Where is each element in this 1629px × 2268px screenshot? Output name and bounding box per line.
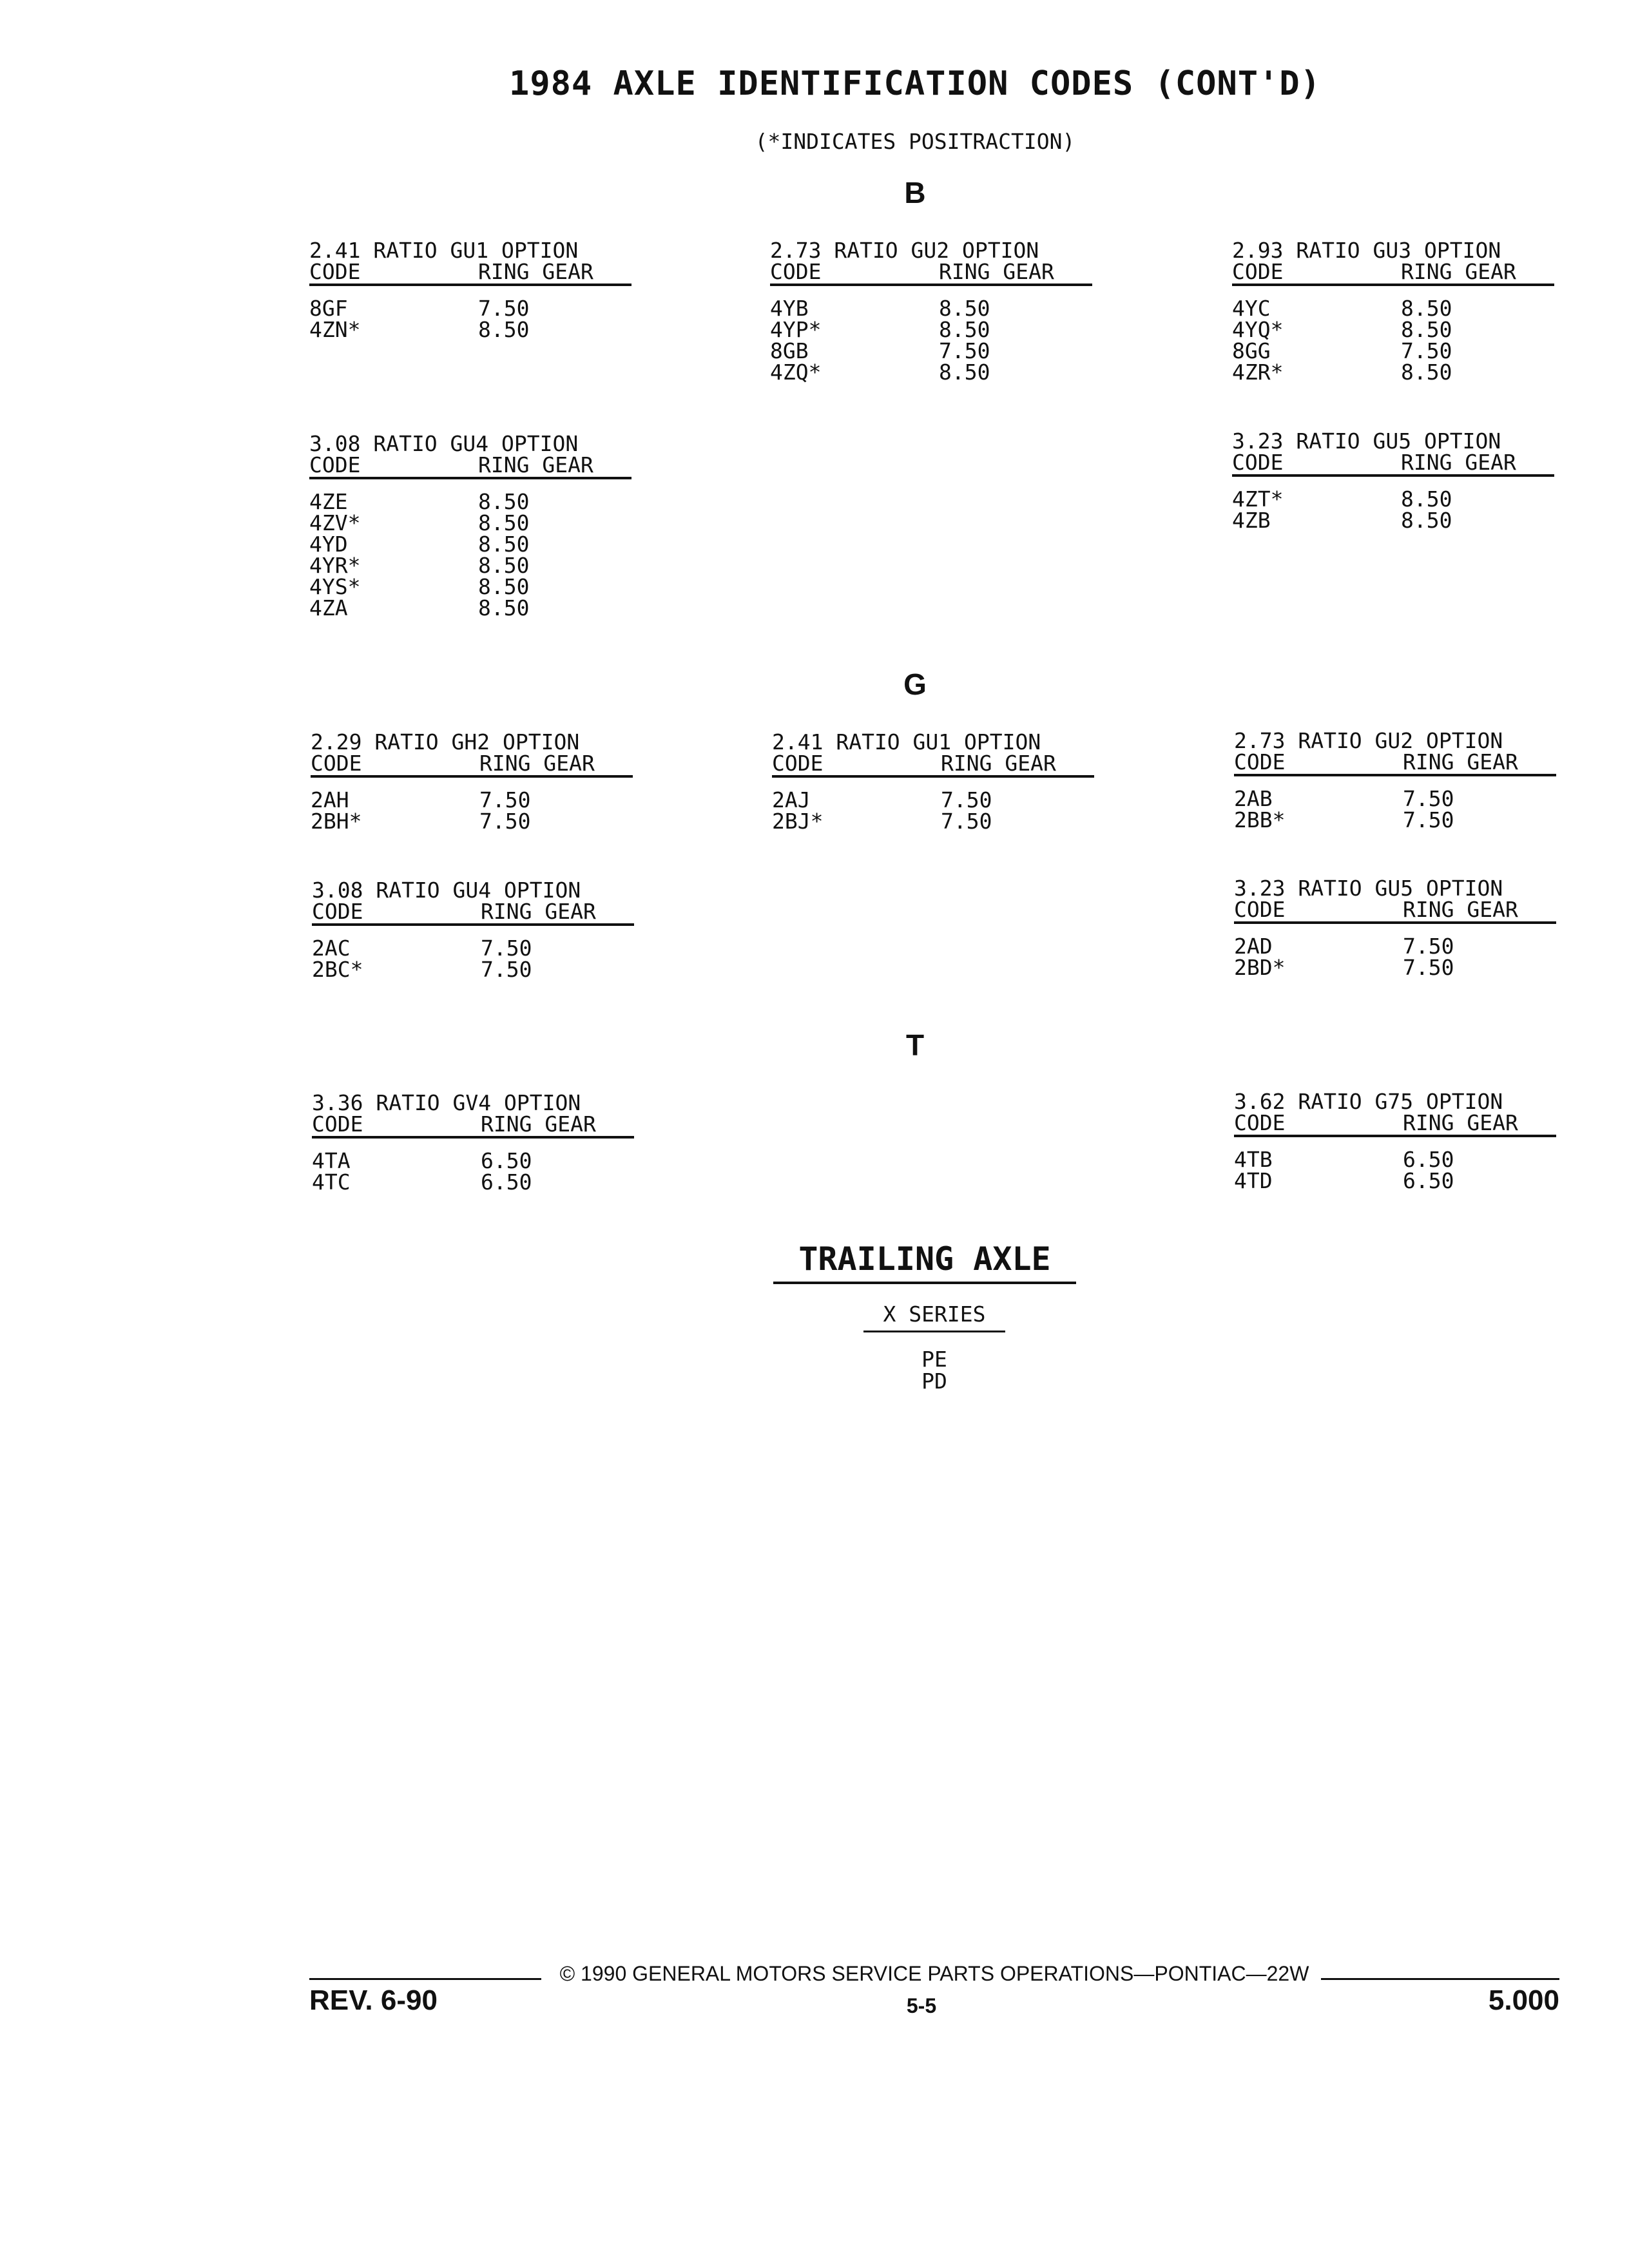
section-letter-g: G: [903, 668, 927, 701]
table-heading: 3.36 RATIO GV4 OPTION: [312, 1090, 581, 1115]
axle-table: [1234, 730, 1556, 831]
axle-table: [312, 879, 634, 980]
ring-gear-cell: 8.50: [939, 360, 990, 385]
footer-section-number: 5.000: [1488, 1984, 1559, 2016]
ring-gear-cell: 7.50: [479, 809, 531, 834]
column-header-ring-gear: RING GEAR: [1403, 749, 1518, 774]
code-cell: 4TA: [312, 1148, 351, 1173]
code-cell: 4ZT*: [1232, 486, 1284, 512]
table-row: [309, 491, 631, 512]
ring-gear-cell: 8.50: [1401, 486, 1452, 512]
axle-table: [1234, 1091, 1556, 1191]
ring-gear-cell: 8.50: [1401, 296, 1452, 321]
page-subtitle: (*INDICATES POSITRACTION): [755, 129, 1075, 154]
ring-gear-cell: 6.50: [481, 1148, 532, 1173]
code-cell: 4TB: [1234, 1147, 1273, 1172]
ring-gear-cell: 7.50: [941, 787, 992, 812]
code-cell: 4ZR*: [1232, 360, 1284, 385]
trailing-axle-code: PD: [921, 1369, 947, 1394]
code-cell: 4YB: [770, 296, 809, 321]
footer-rule-right: [1321, 1978, 1559, 1980]
table-row: [1234, 1170, 1556, 1191]
table-row: [312, 1171, 634, 1193]
column-header-code: CODE: [772, 751, 824, 776]
table-row: [1232, 298, 1554, 319]
ring-gear-cell: 7.50: [1403, 955, 1454, 980]
column-header-ring-gear: RING GEAR: [478, 259, 593, 284]
ring-gear-cell: 6.50: [1403, 1147, 1454, 1172]
table-heading: 2.41 RATIO GU1 OPTION: [772, 729, 1041, 754]
column-header-ring-gear: RING GEAR: [1401, 259, 1516, 284]
code-cell: 4YD: [309, 532, 348, 557]
table-row: [309, 555, 631, 576]
axle-table: [309, 433, 631, 619]
code-cell: 4ZQ*: [770, 360, 822, 385]
ring-gear-cell: 7.50: [481, 957, 532, 982]
axle-table: [770, 240, 1092, 383]
column-header-code: CODE: [312, 1111, 363, 1137]
column-header-ring-gear: RING GEAR: [481, 1111, 596, 1137]
ring-gear-cell: 8.50: [1401, 317, 1452, 342]
ring-gear-cell: 8.50: [478, 489, 530, 514]
table-row: [309, 512, 631, 533]
footer-page-number: 5-5: [906, 1994, 937, 2017]
table-heading: 3.23 RATIO GU5 OPTION: [1234, 876, 1503, 901]
ring-gear-cell: 8.50: [478, 532, 530, 557]
trailing-axle-code: PE: [921, 1347, 947, 1372]
ring-gear-cell: 8.50: [478, 510, 530, 535]
ring-gear-cell: 8.50: [478, 574, 530, 599]
table-row: [1234, 788, 1556, 809]
column-header-ring-gear: RING GEAR: [1403, 897, 1518, 922]
page-title: 1984 AXLE IDENTIFICATION CODES (CONT'D): [509, 64, 1321, 103]
ring-gear-cell: 7.50: [481, 936, 532, 961]
ring-gear-cell: 6.50: [481, 1169, 532, 1195]
ring-gear-cell: 8.50: [1401, 360, 1452, 385]
table-row: [770, 361, 1092, 383]
trailing-axle-series-heading: X SERIES: [863, 1302, 1005, 1332]
table-row: [309, 298, 631, 319]
column-header-code: CODE: [309, 259, 361, 284]
axle-table: [1232, 240, 1554, 383]
axle-table: [1234, 878, 1556, 978]
table-row: [311, 811, 633, 832]
ring-gear-cell: 8.50: [478, 553, 530, 578]
code-cell: 4YR*: [309, 553, 361, 578]
code-cell: 2BJ*: [772, 809, 824, 834]
column-header-ring-gear: RING GEAR: [1403, 1110, 1518, 1135]
code-cell: 8GG: [1232, 338, 1271, 363]
code-cell: 4ZV*: [309, 510, 361, 535]
column-header-code: CODE: [312, 899, 363, 924]
column-header-ring-gear: RING GEAR: [939, 259, 1054, 284]
table-heading: 2.41 RATIO GU1 OPTION: [309, 238, 579, 263]
code-cell: 2AH: [311, 787, 349, 812]
ring-gear-cell: 6.50: [1403, 1168, 1454, 1193]
code-cell: 8GB: [770, 338, 809, 363]
axle-table: [312, 1092, 634, 1193]
ring-gear-cell: 7.50: [941, 809, 992, 834]
table-row: [1232, 510, 1554, 531]
ring-gear-cell: 7.50: [939, 338, 990, 363]
table-row: [312, 959, 634, 980]
footer-rule-left: [309, 1978, 541, 1980]
column-header-code: CODE: [309, 452, 361, 477]
code-cell: 2AD: [1234, 934, 1273, 959]
column-header-code: CODE: [1234, 749, 1286, 774]
column-header-ring-gear: RING GEAR: [1401, 450, 1516, 475]
ring-gear-cell: 7.50: [478, 296, 530, 321]
table-heading: 2.29 RATIO GH2 OPTION: [311, 729, 580, 754]
table-heading: 3.08 RATIO GU4 OPTION: [312, 878, 581, 903]
table-row: [1234, 1149, 1556, 1170]
code-cell: 8GF: [309, 296, 348, 321]
ring-gear-cell: 8.50: [939, 296, 990, 321]
axle-table: [311, 731, 633, 832]
axle-table: [309, 240, 631, 340]
table-heading: 2.93 RATIO GU3 OPTION: [1232, 238, 1501, 263]
table-row: [1234, 936, 1556, 957]
table-row: [1232, 319, 1554, 340]
table-heading: 3.62 RATIO G75 OPTION: [1234, 1089, 1503, 1114]
table-heading: 3.08 RATIO GU4 OPTION: [309, 431, 579, 456]
table-row: [1232, 340, 1554, 361]
column-header-ring-gear: RING GEAR: [481, 899, 596, 924]
table-heading: 2.73 RATIO GU2 OPTION: [1234, 728, 1503, 753]
code-cell: 4YS*: [309, 574, 361, 599]
column-header-code: CODE: [770, 259, 822, 284]
code-cell: 4TD: [1234, 1168, 1273, 1193]
column-header-code: CODE: [1234, 897, 1286, 922]
table-row: [770, 319, 1092, 340]
code-cell: 4ZA: [309, 595, 348, 620]
code-cell: 2BD*: [1234, 955, 1286, 980]
column-header-ring-gear: RING GEAR: [941, 751, 1056, 776]
table-row: [772, 789, 1094, 811]
column-header-ring-gear: RING GEAR: [479, 751, 595, 776]
trailing-axle-title: TRAILING AXLE: [773, 1240, 1076, 1284]
table-row: [309, 576, 631, 597]
column-header-code: CODE: [1232, 259, 1284, 284]
table-heading: 3.23 RATIO GU5 OPTION: [1232, 428, 1501, 454]
axle-table: [1232, 430, 1554, 531]
ring-gear-cell: 7.50: [1401, 338, 1452, 363]
table-row: [309, 597, 631, 619]
code-cell: 2BH*: [311, 809, 362, 834]
table-heading: 2.73 RATIO GU2 OPTION: [770, 238, 1039, 263]
ring-gear-cell: 8.50: [1401, 508, 1452, 533]
section-letter-t: T: [905, 1028, 925, 1062]
table-row: [770, 340, 1092, 361]
column-header-ring-gear: RING GEAR: [478, 452, 593, 477]
code-cell: 4ZE: [309, 489, 348, 514]
ring-gear-cell: 8.50: [939, 317, 990, 342]
ring-gear-cell: 7.50: [1403, 786, 1454, 811]
code-cell: 4ZN*: [309, 317, 361, 342]
column-header-code: CODE: [311, 751, 362, 776]
table-row: [309, 533, 631, 555]
code-cell: 4ZB: [1232, 508, 1271, 533]
ring-gear-cell: 7.50: [479, 787, 531, 812]
column-header-code: CODE: [1232, 450, 1284, 475]
column-header-code: CODE: [1234, 1110, 1286, 1135]
ring-gear-cell: 8.50: [478, 595, 530, 620]
ring-gear-cell: 7.50: [1403, 807, 1454, 832]
footer-revision: REV. 6-90: [309, 1984, 438, 2016]
code-cell: 4YP*: [770, 317, 822, 342]
code-cell: 2AJ: [772, 787, 811, 812]
table-row: [312, 1150, 634, 1171]
ring-gear-cell: 7.50: [1403, 934, 1454, 959]
table-row: [1232, 361, 1554, 383]
section-letter-b: B: [904, 176, 926, 209]
code-cell: 2BB*: [1234, 807, 1286, 832]
table-row: [772, 811, 1094, 832]
axle-table: [772, 731, 1094, 832]
footer-copyright: © 1990 GENERAL MOTORS SERVICE PARTS OPERATIONS—PONTIAC—22W: [559, 1962, 1309, 1985]
table-row: [770, 298, 1092, 319]
ring-gear-cell: 8.50: [478, 317, 530, 342]
code-cell: 4YQ*: [1232, 317, 1284, 342]
table-row: [309, 319, 631, 340]
table-row: [312, 937, 634, 959]
code-cell: 2AB: [1234, 786, 1273, 811]
code-cell: 2AC: [312, 936, 351, 961]
table-row: [1234, 809, 1556, 831]
code-cell: 4YC: [1232, 296, 1271, 321]
table-row: [1232, 488, 1554, 510]
table-row: [311, 789, 633, 811]
code-cell: 4TC: [312, 1169, 351, 1195]
code-cell: 2BC*: [312, 957, 363, 982]
table-row: [1234, 957, 1556, 978]
